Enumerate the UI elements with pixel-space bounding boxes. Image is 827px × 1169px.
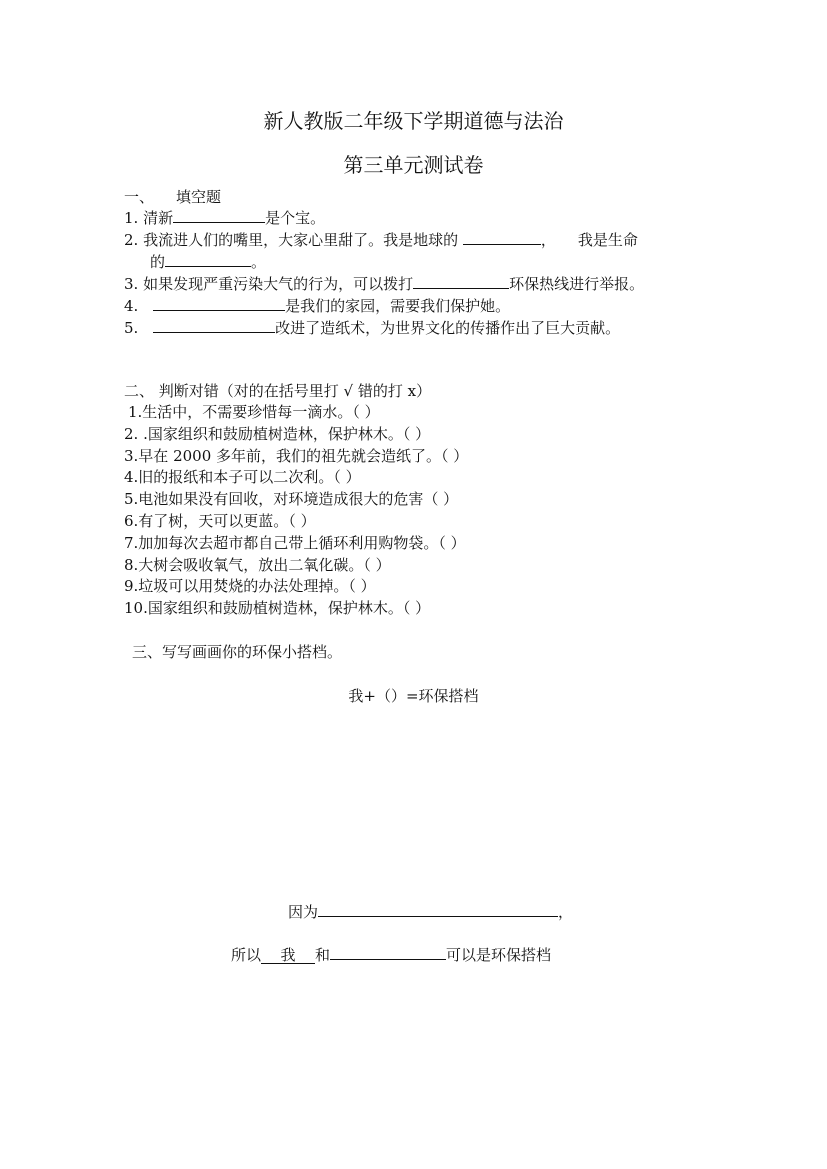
q-text: 是个宝。 <box>265 209 326 227</box>
true-false-item: 4.旧的报纸和本子可以二次利。（ ） <box>124 468 361 487</box>
q-text: 是我们的家园，需要我们保护她。 <box>285 297 511 315</box>
true-false-item: 5.电池如果没有回收，对环境造成很大的危害（ ） <box>124 490 459 509</box>
blank[interactable] <box>153 318 275 333</box>
q-text: 如果发现严重污染大气的行为，可以拨打 <box>143 275 414 293</box>
q-num: 5. <box>124 319 139 337</box>
q-num: 4. <box>124 297 139 315</box>
q-text: 我是生命 <box>577 231 638 249</box>
so-text: 可以是环保搭档 <box>446 946 552 964</box>
fill-q2-cont <box>150 252 266 272</box>
q-text: 我流进人们的嘴里，大家心里甜了。我是地球的 <box>143 231 459 249</box>
true-false-item: 10.国家组织和鼓励植树造林，保护林木。（ ） <box>124 599 431 618</box>
fill-q3 <box>124 274 644 294</box>
fill-q5 <box>124 318 620 338</box>
q-text: 清新 <box>143 209 174 227</box>
partner-blank[interactable] <box>330 945 446 960</box>
because-label: 因为 <box>288 903 319 921</box>
blank[interactable] <box>165 252 251 267</box>
me-blank[interactable]: 我 <box>261 947 315 964</box>
true-false-item: 3.早在 2000 多年前，我们的祖先就会造纸了。（ ） <box>124 446 469 465</box>
punct: ， <box>558 903 574 921</box>
q-text: 改进了造纸术，为世界文化的传播作出了巨大贡献。 <box>275 319 621 337</box>
true-false-item: 1.生活中，不需要珍惜每一滴水。（ ） <box>128 403 380 421</box>
q-num: 3. <box>124 275 139 293</box>
doc-title: 新人教版二年级下学期道德与法治 <box>263 109 564 133</box>
heading-num: 一、 <box>124 188 155 206</box>
section2-heading: 二、 判断对错（对的在括号里打 √ 错的打 x） <box>124 382 432 400</box>
section3-heading: 三、写写画画你的环保小搭档。 <box>132 643 343 661</box>
true-false-item: 7.加加每次去超市都自己带上循环利用购物袋。（ ） <box>124 533 466 552</box>
q-text: ， <box>540 231 556 249</box>
fill-q2 <box>124 230 638 250</box>
blank[interactable] <box>153 296 285 311</box>
so-line <box>231 945 551 965</box>
blank[interactable] <box>173 208 265 223</box>
and-label: 和 <box>315 946 331 964</box>
true-false-item: 6.有了树，天可以更蓝。（ ） <box>124 512 316 530</box>
fill-q1 <box>124 208 325 228</box>
q-num: 1. <box>124 209 139 227</box>
q-text: 的 <box>150 253 166 271</box>
blank[interactable] <box>463 230 541 245</box>
true-false-item: 8.大树会吸收氧气，放出二氧化碳。（ ） <box>124 555 391 574</box>
q-num: 2. <box>124 231 139 249</box>
section1-heading <box>124 187 221 207</box>
true-false-item: 9.垃圾可以用焚烧的办法处理掉。（ ） <box>124 577 376 596</box>
doc-subtitle: 第三单元测试卷 <box>343 153 484 177</box>
heading-text: 填空题 <box>176 188 222 206</box>
blank[interactable] <box>413 274 509 289</box>
q-text: 环保热线进行举报。 <box>509 275 645 293</box>
so-label: 所以 <box>231 946 262 964</box>
because-blank[interactable] <box>318 902 558 917</box>
partner-formula: 我+（）=环保搭档 <box>348 687 479 705</box>
q-text: 。 <box>251 253 267 271</box>
because-line <box>288 902 573 922</box>
true-false-item: 2. .国家组织和鼓励植树造林，保护林木。（ ） <box>124 424 431 443</box>
fill-q4 <box>124 296 510 316</box>
